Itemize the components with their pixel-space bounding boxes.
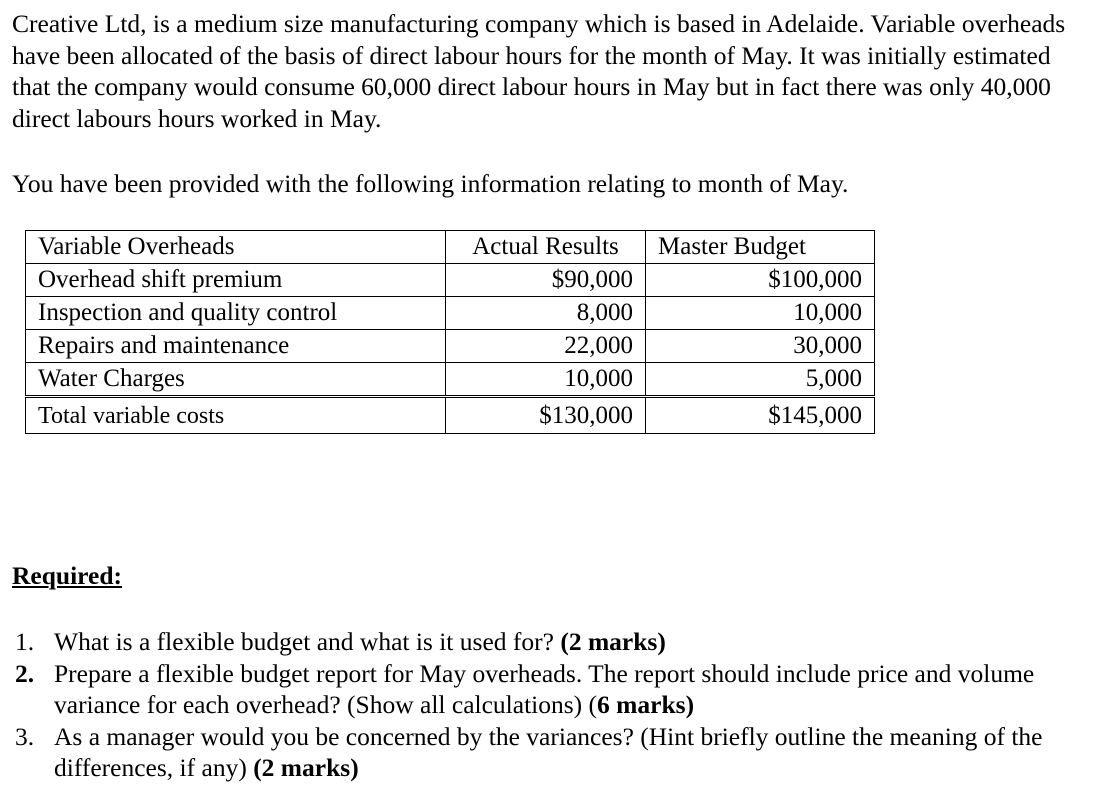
row-label: Repairs and maintenance: [26, 330, 446, 363]
total-label: Total variable costs: [26, 397, 446, 434]
row-budget: 5,000: [646, 363, 875, 397]
row-label: Overhead shift premium: [26, 264, 446, 297]
total-actual: $130,000: [446, 397, 646, 434]
question-item: [12, 626, 1088, 658]
question-marks: (2 marks): [253, 753, 359, 782]
header-actual-results: Actual Results: [446, 231, 646, 264]
question-item: [12, 658, 1088, 721]
header-master-budget: Master Budget: [646, 231, 875, 264]
question-number: 1.: [15, 627, 35, 656]
variable-overheads-table: [25, 230, 875, 434]
table-total-row: [26, 397, 875, 434]
table-header-row: [26, 231, 875, 264]
table-row: [26, 363, 875, 397]
row-budget: 30,000: [646, 330, 875, 363]
question-number: 2.: [15, 658, 35, 688]
question-text: Prepare a flexible budget report for May overheads. The report should include price and volume variance for each overhead? (Show all calculations) (: [54, 658, 1035, 719]
question-item: [12, 721, 1088, 784]
row-actual: $90,000: [446, 264, 646, 297]
provided-info-sentence: You have been provided with the following information relating to month of May.: [12, 169, 849, 198]
question-number: 3.: [15, 721, 35, 751]
row-actual: 22,000: [446, 330, 646, 363]
questions-list: [12, 626, 1088, 784]
required-heading: Required:: [12, 561, 123, 590]
header-variable-overheads: Variable Overheads: [26, 231, 446, 264]
question-marks: 6 marks): [597, 690, 695, 719]
row-budget: 10,000: [646, 297, 875, 330]
row-label: Water Charges: [26, 363, 446, 397]
total-budget: $145,000: [646, 397, 875, 434]
intro-paragraph: Creative Ltd, is a medium size manufacturing company which is based in Adelaide. Variable overheads have been allocated of the basis of direct labour hours for the month of May. It was initially estimated that the company would consume 60,000 direct labour hours in May but in fact there was only 40,000 direct labours hours worked in May.: [12, 9, 1066, 133]
question-marks: (2 marks): [560, 627, 666, 656]
table-row: [26, 264, 875, 297]
table-row: [26, 330, 875, 363]
row-actual: 10,000: [446, 363, 646, 397]
row-budget: $100,000: [646, 264, 875, 297]
question-text: What is a flexible budget and what is it used for?: [54, 627, 561, 656]
row-actual: 8,000: [446, 297, 646, 330]
row-label: Inspection and quality control: [26, 297, 446, 330]
table-row: [26, 297, 875, 330]
question-text: As a manager would you be concerned by the variances? (Hint briefly outline the meaning of the differences, if any): [54, 721, 1043, 782]
